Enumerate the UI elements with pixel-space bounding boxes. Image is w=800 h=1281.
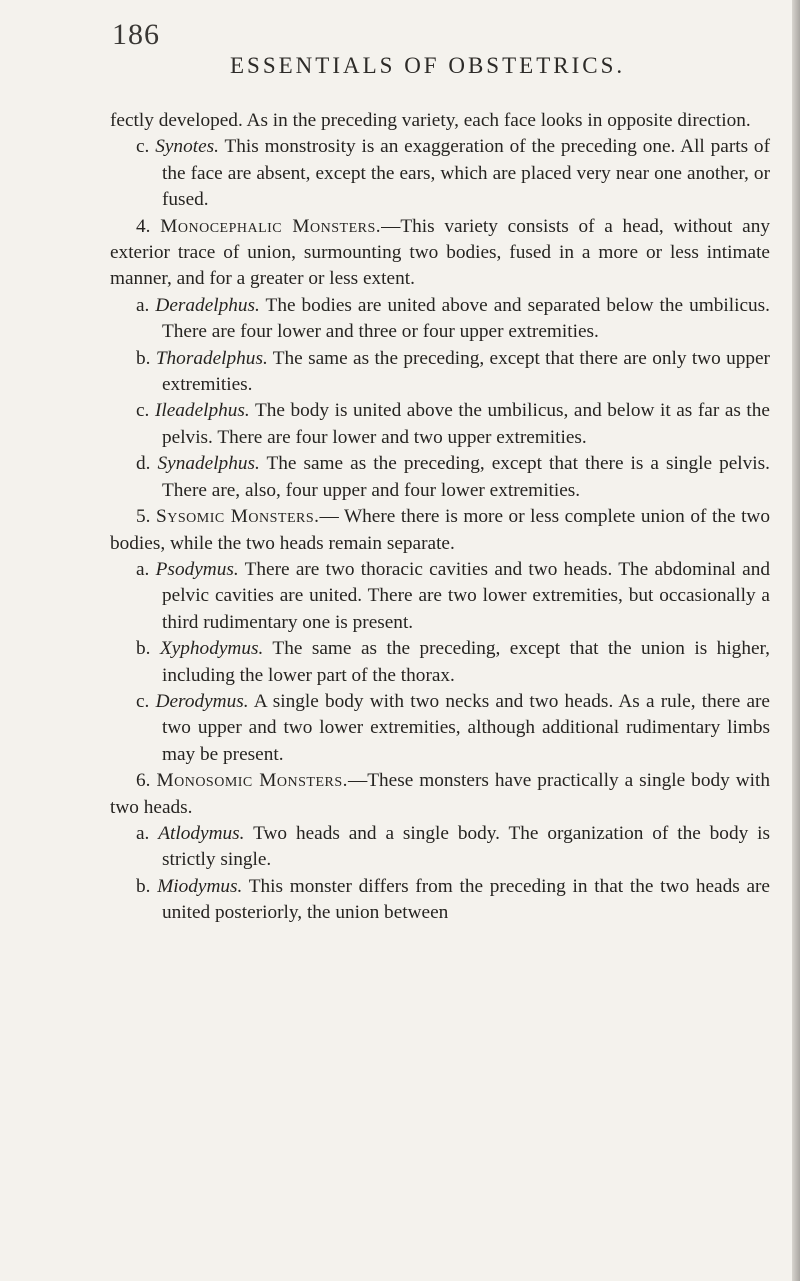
term: Psodymus. <box>155 558 239 580</box>
section-heading: Monocephalic Monsters. <box>160 215 382 237</box>
section-heading: Sysomic Monsters. <box>156 506 320 528</box>
section-heading: Monosomic Monsters. <box>156 770 348 792</box>
term: Atlodymus. <box>158 822 245 844</box>
subentry-xyphodymus: b. Xyphodymus. The same as the preceding, except that the union is higher, including the lower part of the thorax. <box>136 638 770 686</box>
section-monocephalic: 4. Monocephalic Monsters.—This variety consists of a head, without any exterior trace of union, surmounting two bodies, fused in a more or less intimate manner, and for a greater or less extent. <box>110 215 770 290</box>
subentry-ileadelphus: c. Ileadelphus. The body is united above the umbilicus, and below it as far as the pelvis. There are four lower and two upper extremities. <box>136 400 770 448</box>
term: Deradelphus. <box>155 294 260 316</box>
section-monosomic: 6. Monosomic Monsters.—These monsters have practically a single body with two heads. <box>110 770 770 818</box>
subentry-miodymus: b. Miodymus. This monster differs from the preceding in that the two heads are united posteriorly, the union between <box>136 875 770 924</box>
page-number: 186 <box>112 18 160 51</box>
subentry-synadelphus: d. Synadelphus. The same as the preceding, except that there is a single pelvis. There are, also, four upper and four lower extremities. <box>136 453 770 501</box>
term: Ileadelphus. <box>154 400 250 422</box>
term: Synotes. <box>155 136 219 158</box>
page-header <box>112 18 672 78</box>
subentry-deradelphus: a. Deradelphus. The bodies are united above and separated below the umbilicus. There are four lower and three or four upper extremities. <box>136 294 770 343</box>
section-sysomic: 5. Sysomic Monsters.— Where there is more or less complete union of the two bodies, while the two heads remain separate. <box>110 506 770 554</box>
subentry-thoradelphus: b. Thoradelphus. The same as the preceding, except that there are only two upper extremities. <box>136 347 770 396</box>
term: Thoradelphus. <box>155 347 268 369</box>
term: Synadelphus. <box>157 453 260 475</box>
subentry-psodymus: a. Psodymus. There are two thoracic cavities and two heads. The abdominal and pelvic cavities are united. There are two lower extremities, but occasionally a third rudimentary one is present. <box>136 558 770 633</box>
subentry-synotes: c. Synotes. This monstrosity is an exaggeration of the preceding one. All parts of the face are absent, except the ears, which are placed very near one another, or fused. <box>136 136 770 211</box>
term: Xyphodymus. <box>159 638 264 660</box>
running-head: ESSENTIALS OF OBSTETRICS. <box>230 53 626 78</box>
page-edge-shadow <box>792 0 800 1281</box>
subentry-atlodymus: a. Atlodymus. Two heads and a single body. The organization of the body is strictly single. <box>136 822 770 871</box>
subentry-derodymus: c. Derodymus. A single body with two necks and two heads. As a rule, there are two upper and two lower extremities, although additional rudimentary limbs may be present. <box>136 690 770 765</box>
paragraph-continuation: fectly developed. As in the preceding variety, each face looks in opposite direction. <box>110 110 751 131</box>
term: Derodymus. <box>155 690 249 712</box>
term: Miodymus. <box>157 875 243 897</box>
body-text <box>110 108 770 927</box>
